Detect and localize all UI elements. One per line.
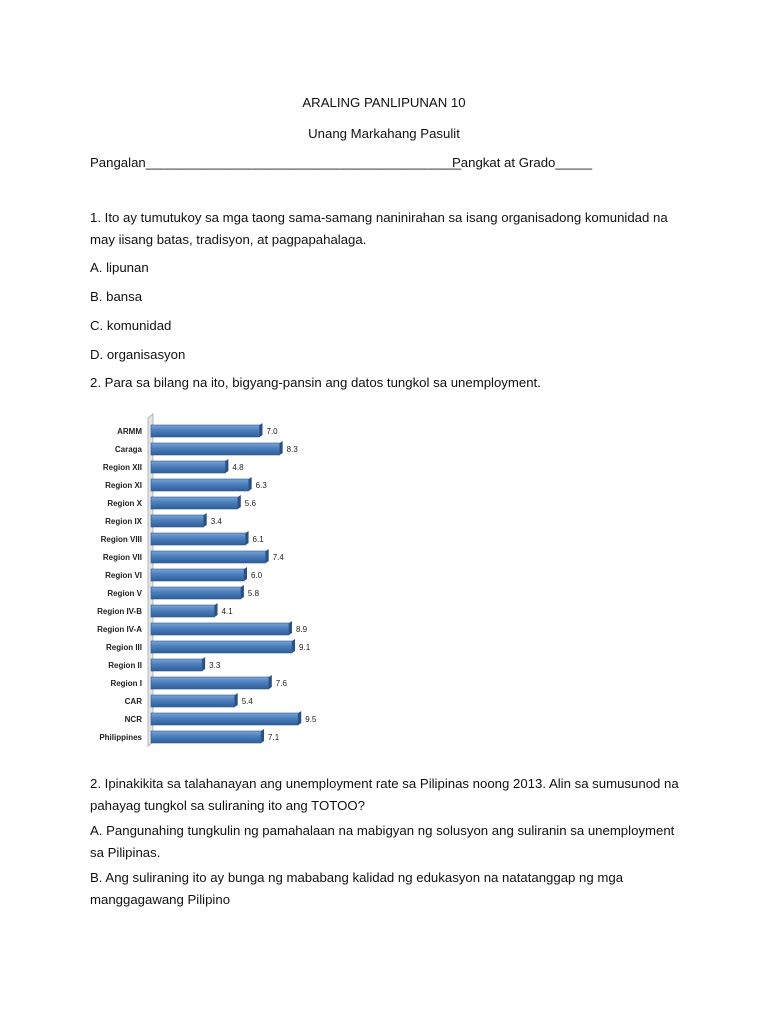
bar [151, 623, 289, 635]
name-field-label: Pangalan___________________________________________ [90, 155, 462, 170]
question-2-text: 2. Ipinakikita sa talahanayan ang unemployment rate sa Pilipinas noong 2013. Alin sa sumusunod na pahayag tungkol sa suliraning ito ang TOTOO? [90, 776, 679, 813]
document-title: ARALING PANLIPUNAN 10 [302, 95, 466, 110]
bar [151, 533, 246, 545]
value-label: 5.8 [247, 589, 260, 598]
bar-side [225, 459, 228, 473]
bar-side [289, 621, 292, 635]
category-label: Region IV-A [97, 625, 142, 634]
bar-side [249, 477, 252, 491]
bar-side [266, 549, 269, 563]
value-label: 5.4 [241, 697, 253, 706]
bar [151, 713, 298, 725]
chart-svg [88, 412, 348, 748]
bar [151, 731, 261, 743]
category-label: Region VIII [100, 535, 142, 544]
bar [151, 497, 238, 509]
bar-side [246, 531, 249, 545]
bar [151, 461, 225, 473]
question-2-intro: 2. Para sa bilang na ito, bigyang-pansin ang datos tungkol sa unemployment. [90, 375, 541, 390]
category-label: Region XI [105, 481, 142, 490]
value-label: 6.3 [255, 481, 267, 490]
bar-side [202, 657, 205, 671]
grade-field-label: Pangkat at Grado_____ [452, 155, 593, 170]
value-label: 6.0 [251, 571, 263, 580]
bar-side [269, 675, 272, 689]
bar [151, 479, 249, 491]
bar-side [260, 423, 263, 437]
bar-side [241, 585, 244, 599]
bar [151, 443, 280, 455]
category-label: Region II [108, 661, 142, 670]
category-label: Caraga [114, 445, 142, 454]
value-label: 6.1 [252, 535, 264, 544]
question-2-choice-a: A. Pangunahing tungkulin ng pamahalaan na mabigyan ng solusyon ang suliranin sa unemployment sa Pilipinas. [90, 823, 675, 860]
category-label: Region XII [102, 463, 142, 472]
category-label: Region V [107, 589, 142, 598]
value-label: 7.4 [272, 553, 284, 562]
question-1-choice-a: A. lipunan [90, 260, 149, 275]
category-label: Region III [106, 643, 142, 652]
value-label: 9.1 [299, 643, 311, 652]
question-1-choice-b: B. bansa [90, 289, 143, 304]
category-label: Region X [107, 499, 142, 508]
value-label: 4.8 [232, 463, 244, 472]
value-label: 7.1 [268, 733, 280, 742]
value-label: 7.6 [275, 679, 287, 688]
bar-side [244, 567, 247, 581]
question-1-text: 1. Ito ay tumutukoy sa mga taong sama-samang naninirahan sa isang organisadong komunidad na may iisang batas, tradisyon, at pagpapahalaga. [90, 210, 668, 247]
bar [151, 659, 202, 671]
bar [151, 587, 241, 599]
unemployment-bar-chart [88, 412, 348, 748]
category-label: Philippines [99, 733, 142, 742]
question-1-choice-d: D. organisasyon [90, 347, 186, 362]
bar [151, 641, 292, 653]
category-label: Region VI [105, 571, 142, 580]
bar [151, 425, 260, 437]
bar [151, 569, 244, 581]
value-label: 3.4 [210, 517, 222, 526]
document-subtitle: Unang Markahang Pasulit [308, 126, 460, 141]
category-label: Region IV-B [97, 607, 142, 616]
category-label: Region IX [105, 517, 142, 526]
category-label: ARMM [117, 427, 142, 436]
category-label: NCR [124, 715, 142, 724]
bar [151, 677, 269, 689]
value-label: 8.3 [286, 445, 298, 454]
question-1-choice-c: C. komunidad [90, 318, 172, 333]
bar-side [204, 513, 207, 527]
question-2-choice-b: B. Ang suliraning ito ay bunga ng mababang kalidad ng edukasyon na natatanggap ng mga manggagawang Pilipino [90, 870, 624, 907]
bar [151, 515, 204, 527]
value-label: 3.3 [209, 661, 221, 670]
category-label: CAR [124, 697, 142, 706]
category-label: Region I [110, 679, 142, 688]
bar-side [292, 639, 295, 653]
bar-side [280, 441, 283, 455]
bar-side [215, 603, 218, 617]
value-label: 8.9 [295, 625, 308, 634]
category-label: Region VII [102, 553, 142, 562]
bar [151, 551, 266, 563]
value-label: 7.0 [266, 427, 278, 436]
bar-side [298, 711, 301, 725]
value-label: 4.1 [221, 607, 233, 616]
bar-side [235, 693, 238, 707]
value-label: 9.5 [305, 715, 317, 724]
bar-side [261, 729, 264, 743]
value-label: 5.6 [244, 499, 256, 508]
bar [151, 605, 215, 617]
bar-side [238, 495, 241, 509]
bar [151, 695, 235, 707]
